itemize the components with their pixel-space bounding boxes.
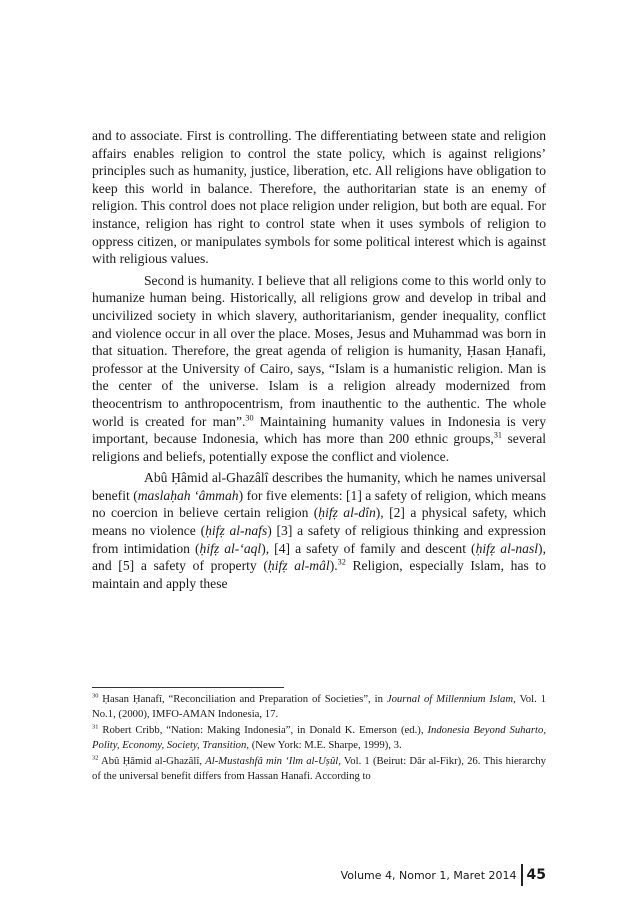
footnote-text: Abû Ḥâmid al-Ghazâlî,: [98, 754, 206, 767]
footnote-30: [92, 692, 546, 723]
paragraph-3-text: Religion, especially Islam, has to maintain and apply these: [92, 558, 547, 591]
arabic-term: ḥifẓ al-dîn: [318, 505, 376, 521]
arabic-term: maslaḥah ‘âmmah: [137, 487, 239, 503]
footnote-title: Al-Mustashfâ min ‘Ilm al-Uṣûl: [205, 754, 339, 767]
footer-divider: [521, 864, 523, 886]
paragraph-2-text: Second is humanity. I believe that all religions come to this world only to humanize human being. Historically, all religions grow and develop in tribal and uncivilized society in which slavery, authoritarianism, gender inequality, conflict and violence occur in all over the place. Moses, Jesus and Muhammad was born in that situation. Therefore, the great agenda of religion is humanity, Ḥasan Ḥanafi, professor at the University of Cairo, says, “Islam is a humanistic religion. Man is the center of the universe. Islam is a religion already modernized from theocentrism to anthropocentrism, from inauthentic to the authentic. The whole world is created for man”.: [92, 272, 546, 429]
arabic-term: ḥifẓ al-‘aql: [199, 540, 262, 556]
footnote-text: Ḥasan Ḥanafî, “Reconciliation and Preparation of Societies”, in: [98, 693, 387, 705]
arabic-term: ḥifẓ al-nasl: [475, 540, 539, 556]
footnote-ref-31: 31: [493, 430, 502, 440]
paragraph-2-text: several religions and beliefs, potentially expose the conflict and violence.: [92, 431, 547, 464]
footnote-text: (New York: M.E. Sharpe, 1999), 3.: [249, 739, 402, 752]
footnote-ref-32: 32: [337, 557, 346, 567]
journal-issue: Volume 4, Nomor 1, Maret 2014: [340, 868, 517, 882]
main-text: [92, 127, 546, 592]
paragraph-3-text: ), and [5] a safety of property (: [92, 540, 546, 574]
page-number: 45: [526, 867, 546, 883]
footnote-ref-30: 30: [245, 412, 254, 422]
footnote-number: 32: [92, 754, 99, 762]
footnote-title: Indonesia Beyond Suharto, Polity, Economy, Society, Transition,: [92, 723, 547, 752]
footnote-text: Robert Cribb, “Nation: Making Indonesia”, in Donald K. Emerson (ed.),: [98, 723, 428, 736]
paragraph-3-text: ), [2] a physical safety, which means no violence (: [92, 505, 546, 539]
paragraph-3-text: ) [3] a safety of religious thinking and expression from intimidation (: [92, 523, 546, 556]
paragraph-3-text: ) for five elements: [1] a safety of religion, which means no coercion in believe certain religion (: [92, 487, 546, 521]
footnote-31: [92, 723, 546, 754]
footnote-text: , Vol. 1 (Beirut: Dâr al-Fikr), 26. This hierarchy of the universal benefit differs from Hassan Hanafi. According to: [92, 754, 546, 783]
paragraph-2: [92, 272, 546, 466]
paragraph-3-text: ).: [329, 558, 338, 574]
paragraph-3-text: Abû Ḥâmid al-Ghazâlî describes the humanity, which he names universal benefit (: [92, 470, 546, 503]
footnote-number: 30: [92, 692, 99, 700]
arabic-term: ḥifẓ al-nafs: [205, 523, 268, 539]
footnote-32: [92, 754, 546, 785]
paragraph-3: [92, 469, 546, 592]
footnotes: [92, 692, 546, 784]
footnote-text: Vol. 1 No.1, (2000), IMFO-AMAN Indonesia, 17.: [92, 693, 546, 721]
footnote-title: Journal of Millennium Islam,: [386, 693, 516, 705]
footnote-separator: [92, 687, 284, 688]
footnote-number: 31: [92, 723, 99, 731]
paragraph-3-text: ), [4] a safety of family and descent (: [261, 540, 476, 556]
paragraph-2-text: Maintaining humanity values in Indonesia is very important, because Indonesia, which has more than 200 ethnic groups,: [92, 413, 546, 447]
arabic-term: ḥifẓ al-mâl: [267, 558, 330, 574]
paragraph-1: and to associate. First is controlling. The differentiating between state and religion affairs enables religion to control the state policy, which is against religions’ principles such as humanity, justice, liberation, etc. All religions have obligation to keep this world in balance. Therefore, the authoritarian state is an enemy of religion. This control does not place religion under religion, but both are equal. For instance, religion has right to control state when it uses symbols of religion to oppress citizen, or manipulates symbols for some political interest which is against with religious values.: [92, 128, 546, 267]
page-footer: [341, 864, 546, 886]
